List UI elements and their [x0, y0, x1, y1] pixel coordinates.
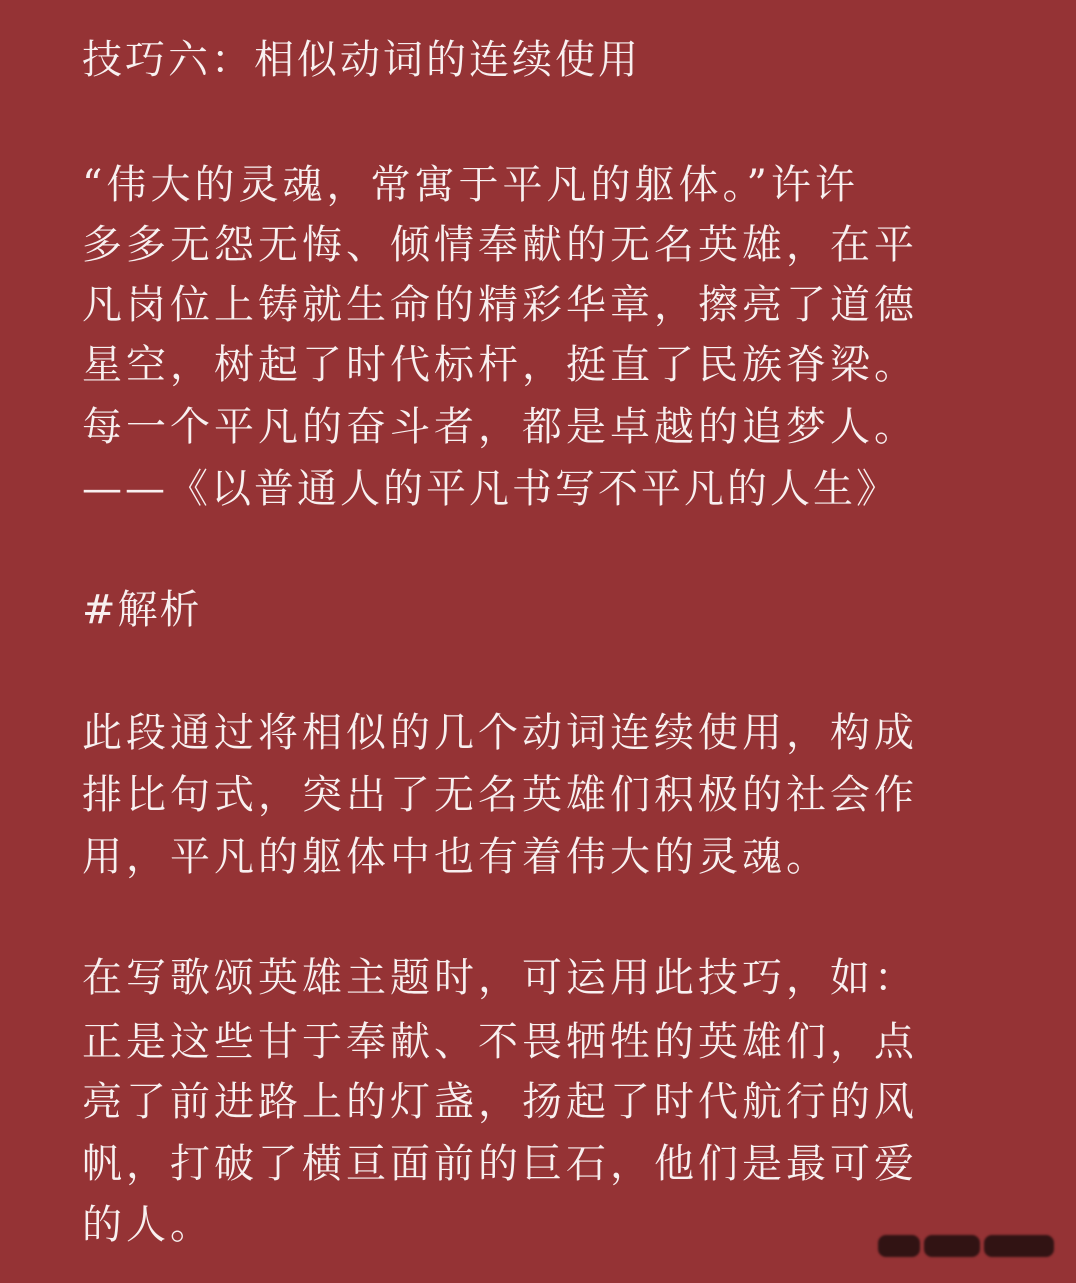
analysis-heading: #解析	[82, 587, 202, 633]
usage-line: 帆，打破了横亘面前的巨石，他们是最可爱	[82, 1141, 918, 1187]
watermark-mark	[924, 1235, 980, 1257]
watermark-mark	[878, 1235, 920, 1257]
usage-line: 在写歌颂英雄主题时，可运用此技巧，如：	[82, 955, 918, 1001]
analysis-line: 此段通过将相似的几个动词连续使用，构成	[82, 710, 918, 756]
document-title: 技巧六：相似动词的连续使用	[82, 37, 641, 83]
watermark-mark	[984, 1235, 1054, 1257]
quote-line: 星空，树起了时代标杆，挺直了民族脊梁。	[82, 342, 918, 388]
usage-line: 亮了前进路上的灯盏，扬起了时代航行的风	[82, 1079, 918, 1125]
usage-line: 的人。	[82, 1202, 214, 1248]
watermark-logo	[858, 1229, 1054, 1263]
analysis-line: 用，平凡的躯体中也有着伟大的灵魂。	[82, 834, 830, 880]
quote-line: “伟大的灵魂，常寓于平凡的躯体。”许许	[82, 162, 859, 208]
quote-source: ——《以普通人的平凡书写不平凡的人生》	[82, 466, 899, 512]
analysis-line: 排比句式，突出了无名英雄们积极的社会作	[82, 772, 918, 818]
quote-line: 凡岗位上铸就生命的精彩华章，擦亮了道德	[82, 282, 918, 328]
quote-line: 每一个平凡的奋斗者，都是卓越的追梦人。	[82, 404, 918, 450]
usage-line: 正是这些甘于奉献、不畏牺牲的英雄们，点	[82, 1019, 918, 1065]
quote-line: 多多无怨无悔、倾情奉献的无名英雄，在平	[82, 222, 918, 268]
